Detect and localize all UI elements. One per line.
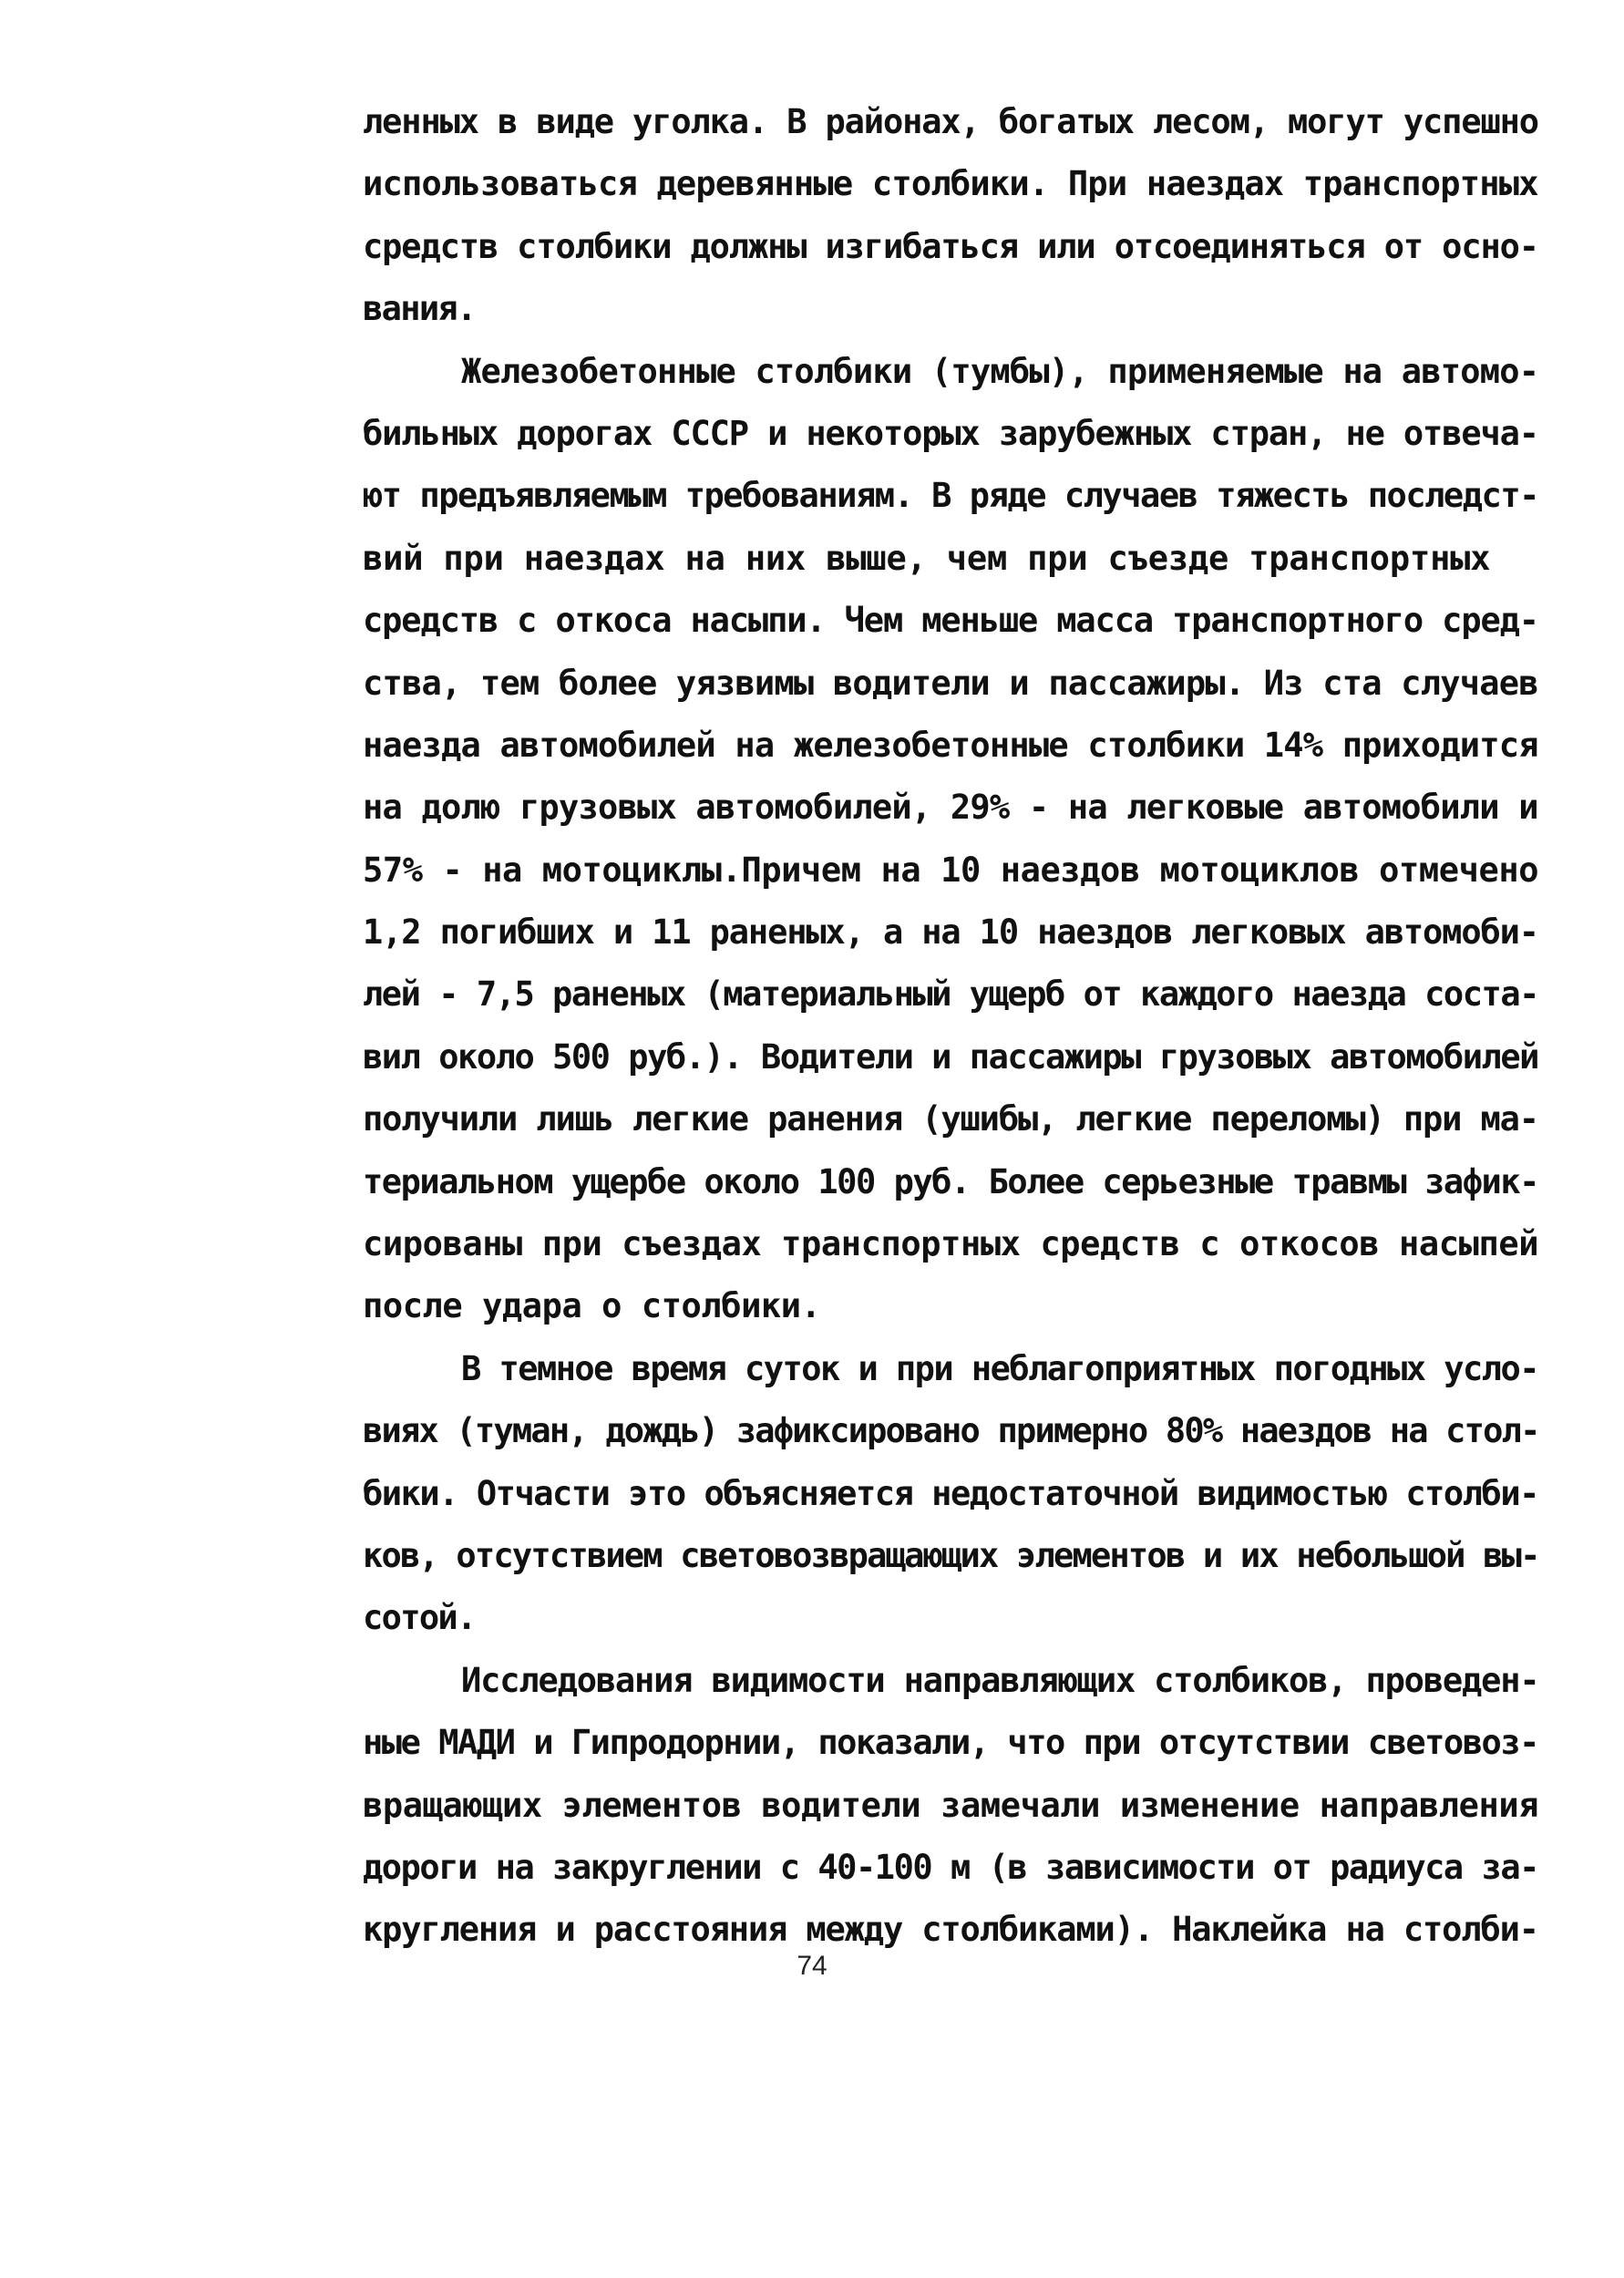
- text-line: ков, отсутствием световозвращающих элементов и их небольшой вы-: [363, 1535, 1539, 1575]
- text-line: вий при наездах на них выше, чем при съезде транспортных: [363, 538, 1491, 578]
- body-text: [363, 91, 1547, 1962]
- text-line: кругления и расстояния между столбиками). Наклейка на столби-: [363, 1910, 1538, 1950]
- text-line: виях (туман, дождь) зафиксировано примерно 80% наездов на стол-: [363, 1411, 1539, 1451]
- text-line: бики. Отчасти это объясняется недостаточной видимостью столби-: [363, 1473, 1538, 1513]
- text-line: наезда автомобилей на железобетонные столбики 14% приходится: [363, 725, 1538, 765]
- paragraph-first-line: Исследования видимости направляющих столбиков, проведен-: [461, 1660, 1539, 1700]
- text-line: лей - 7,5 раненых (материальный ущерб от каждого наезда соста-: [363, 974, 1538, 1015]
- text-line: вил около 500 руб.). Водители и пассажиры грузовых автомобилей: [363, 1036, 1538, 1077]
- text-line: дороги на закруглении с 40-100 м (в зависимости от радиуса за-: [363, 1847, 1538, 1887]
- text-line: получили лишь легкие ранения (ушибы, легкие переломы) при ма-: [363, 1099, 1538, 1139]
- text-line: 1,2 погибших и 11 раненых, а на 10 наездов легковых автомоби-: [363, 912, 1538, 953]
- paragraph-first-line: В темное время суток и при неблагоприятных погодных усло-: [461, 1348, 1538, 1388]
- text-line: средств столбики должны изгибаться или отсоединяться от осно-: [363, 226, 1538, 266]
- text-line: ленных в виде уголка. В районах, богатых лесом, могут успешно: [363, 102, 1538, 141]
- text-line: вания.: [363, 289, 476, 329]
- text-line: ные МАДИ и Гипродорнии, показали, что при отсутствии световоз-: [363, 1723, 1538, 1763]
- text-line: сотой.: [363, 1598, 476, 1638]
- text-line: ства, тем более уязвимы водители и пассажиры. Из ста случаев: [363, 663, 1538, 703]
- text-line: после удара о столбики.: [363, 1286, 821, 1326]
- text-line: на долю грузовых автомобилей, 29% - на легковые автомобили и: [363, 788, 1538, 828]
- text-line: использоваться деревянные столбики. При наездах транспортных: [363, 164, 1538, 204]
- text-line: териальном ущербе около 100 руб. Более серьезные травмы зафик-: [363, 1161, 1538, 1201]
- text-line: вращающих элементов водители замечали изменение направления: [363, 1785, 1539, 1825]
- text-line: средств с откоса насыпи. Чем меньше масса транспортного сред-: [363, 601, 1538, 641]
- text-line: бильных дорогах СССР и некоторых зарубежных стран, не отвеча-: [363, 413, 1538, 453]
- text-line: сированы при съездах транспортных средств с откосов насыпей: [363, 1224, 1539, 1264]
- text-line: ют предъявляемым требованиям. В ряде случаев тяжесть последст-: [363, 476, 1538, 516]
- paragraph-first-line: Железобетонные столбики (тумбы), применяемые на автомо-: [461, 351, 1539, 391]
- page-number: 74: [797, 1951, 827, 1981]
- text-line: 57% - на мотоциклы.Причем на 10 наездов мотоциклов отмечено: [363, 850, 1539, 890]
